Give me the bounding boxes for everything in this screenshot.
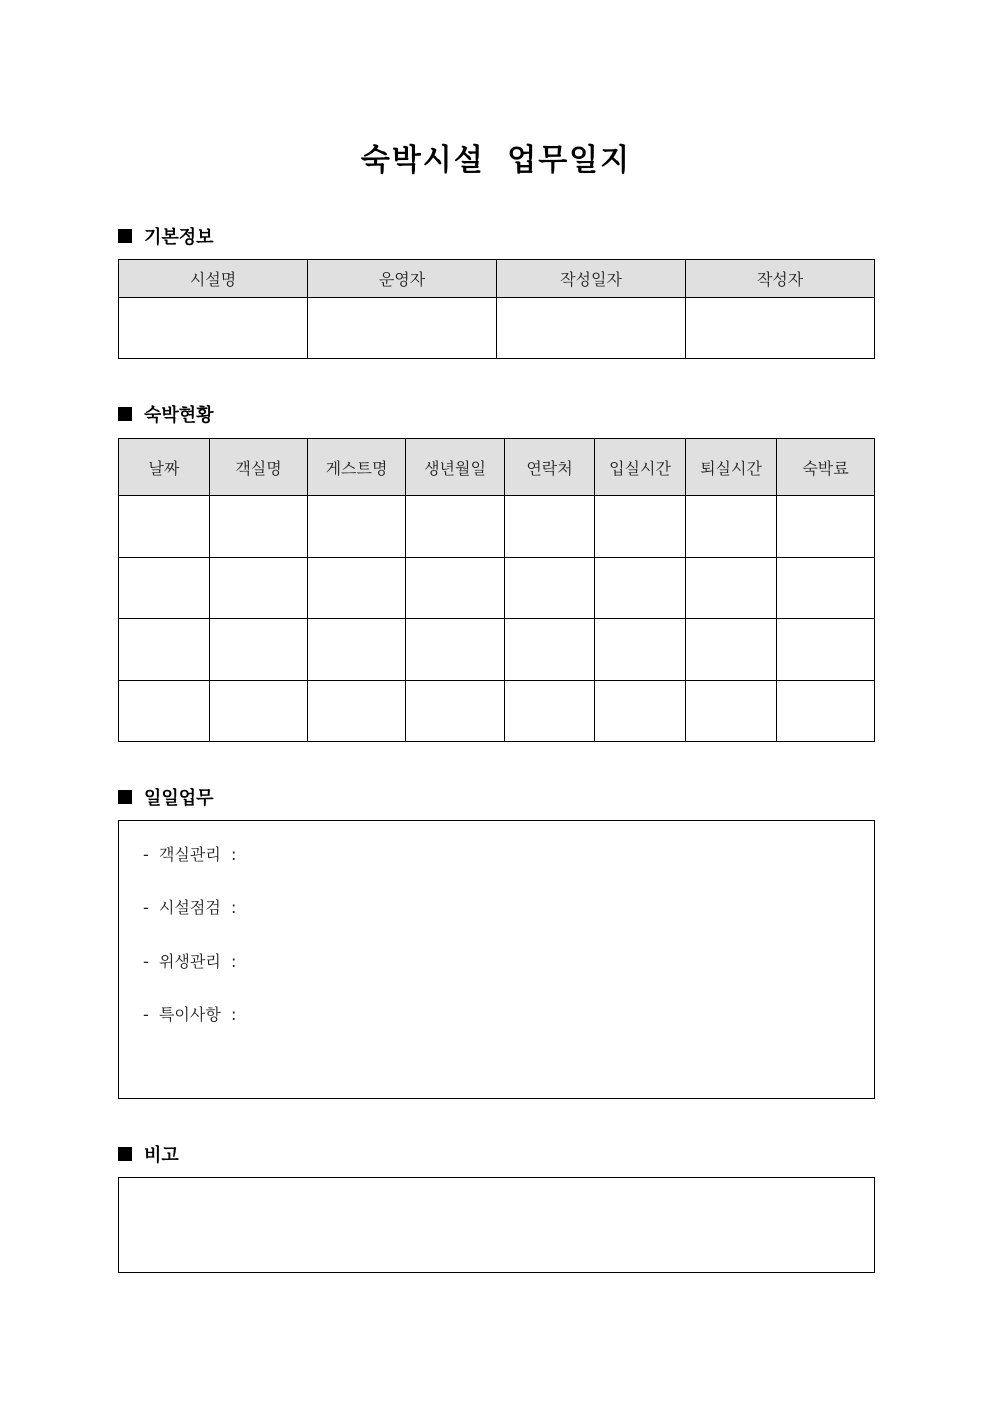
table-header-row — [119, 439, 875, 496]
square-bullet-icon — [118, 1147, 132, 1161]
square-bullet-icon — [118, 407, 132, 421]
column-header: 운영자 — [308, 260, 497, 298]
section-heading-remarks — [118, 1141, 179, 1167]
column-header: 작성자 — [686, 260, 875, 298]
column-header: 연락처 — [505, 439, 595, 496]
table-cell[interactable] — [777, 496, 875, 558]
table-row — [119, 557, 875, 619]
table-cell[interactable] — [595, 619, 686, 681]
section-heading-stay-status — [118, 401, 214, 427]
table-header-row — [119, 260, 875, 298]
table-row — [119, 496, 875, 558]
square-bullet-icon — [118, 229, 132, 243]
column-header: 생년월일 — [406, 439, 505, 496]
table-cell[interactable] — [505, 619, 595, 681]
stay-status-table — [118, 438, 875, 742]
section-heading-basic-info — [118, 223, 214, 249]
table-cell[interactable] — [119, 496, 210, 558]
table-cell[interactable] — [686, 557, 777, 619]
table-cell[interactable] — [406, 557, 505, 619]
column-header: 숙박료 — [777, 439, 875, 496]
column-header: 날짜 — [119, 439, 210, 496]
table-cell[interactable] — [210, 619, 308, 681]
table-cell[interactable] — [119, 619, 210, 681]
table-cell[interactable] — [505, 557, 595, 619]
column-header: 작성일자 — [497, 260, 686, 298]
task-special-notes: - 특이사항 : — [143, 1005, 237, 1024]
table-cell[interactable] — [406, 680, 505, 742]
table-cell[interactable] — [505, 496, 595, 558]
square-bullet-icon — [118, 790, 132, 804]
table-cell[interactable] — [777, 619, 875, 681]
table-row — [119, 298, 875, 359]
column-header: 객실명 — [210, 439, 308, 496]
basic-info-table — [118, 259, 875, 359]
facility-name-cell[interactable] — [119, 298, 308, 359]
section-heading-label: 일일업무 — [144, 788, 214, 809]
column-header: 입실시간 — [595, 439, 686, 496]
table-cell[interactable] — [505, 680, 595, 742]
table-row — [119, 680, 875, 742]
table-cell[interactable] — [308, 557, 406, 619]
document-title: 숙박시설 업무일지 — [360, 143, 632, 178]
table-cell[interactable] — [595, 680, 686, 742]
table-cell[interactable] — [686, 496, 777, 558]
task-facility-inspection: - 시설점검 : — [143, 898, 237, 917]
section-heading-daily-tasks — [118, 784, 214, 810]
task-room-management: - 객실관리 : — [143, 845, 237, 864]
column-header: 시설명 — [119, 260, 308, 298]
remarks-box[interactable] — [118, 1177, 875, 1273]
table-cell[interactable] — [119, 557, 210, 619]
daily-tasks-box[interactable] — [118, 820, 875, 1099]
table-cell[interactable] — [595, 496, 686, 558]
author-cell[interactable] — [686, 298, 875, 359]
table-cell[interactable] — [308, 496, 406, 558]
table-cell[interactable] — [406, 619, 505, 681]
table-cell[interactable] — [777, 680, 875, 742]
table-cell[interactable] — [210, 557, 308, 619]
written-date-cell[interactable] — [497, 298, 686, 359]
table-cell[interactable] — [308, 680, 406, 742]
table-cell[interactable] — [210, 496, 308, 558]
table-cell[interactable] — [406, 496, 505, 558]
table-cell[interactable] — [119, 680, 210, 742]
table-cell[interactable] — [686, 619, 777, 681]
column-header: 퇴실시간 — [686, 439, 777, 496]
table-cell[interactable] — [210, 680, 308, 742]
section-heading-label: 비고 — [144, 1145, 179, 1166]
column-header: 게스트명 — [308, 439, 406, 496]
table-cell[interactable] — [308, 619, 406, 681]
table-cell[interactable] — [686, 680, 777, 742]
table-row — [119, 619, 875, 681]
operator-cell[interactable] — [308, 298, 497, 359]
table-cell[interactable] — [777, 557, 875, 619]
section-heading-label: 기본정보 — [144, 227, 214, 248]
task-hygiene-management: - 위생관리 : — [143, 952, 237, 971]
section-heading-label: 숙박현황 — [144, 405, 214, 426]
table-cell[interactable] — [595, 557, 686, 619]
